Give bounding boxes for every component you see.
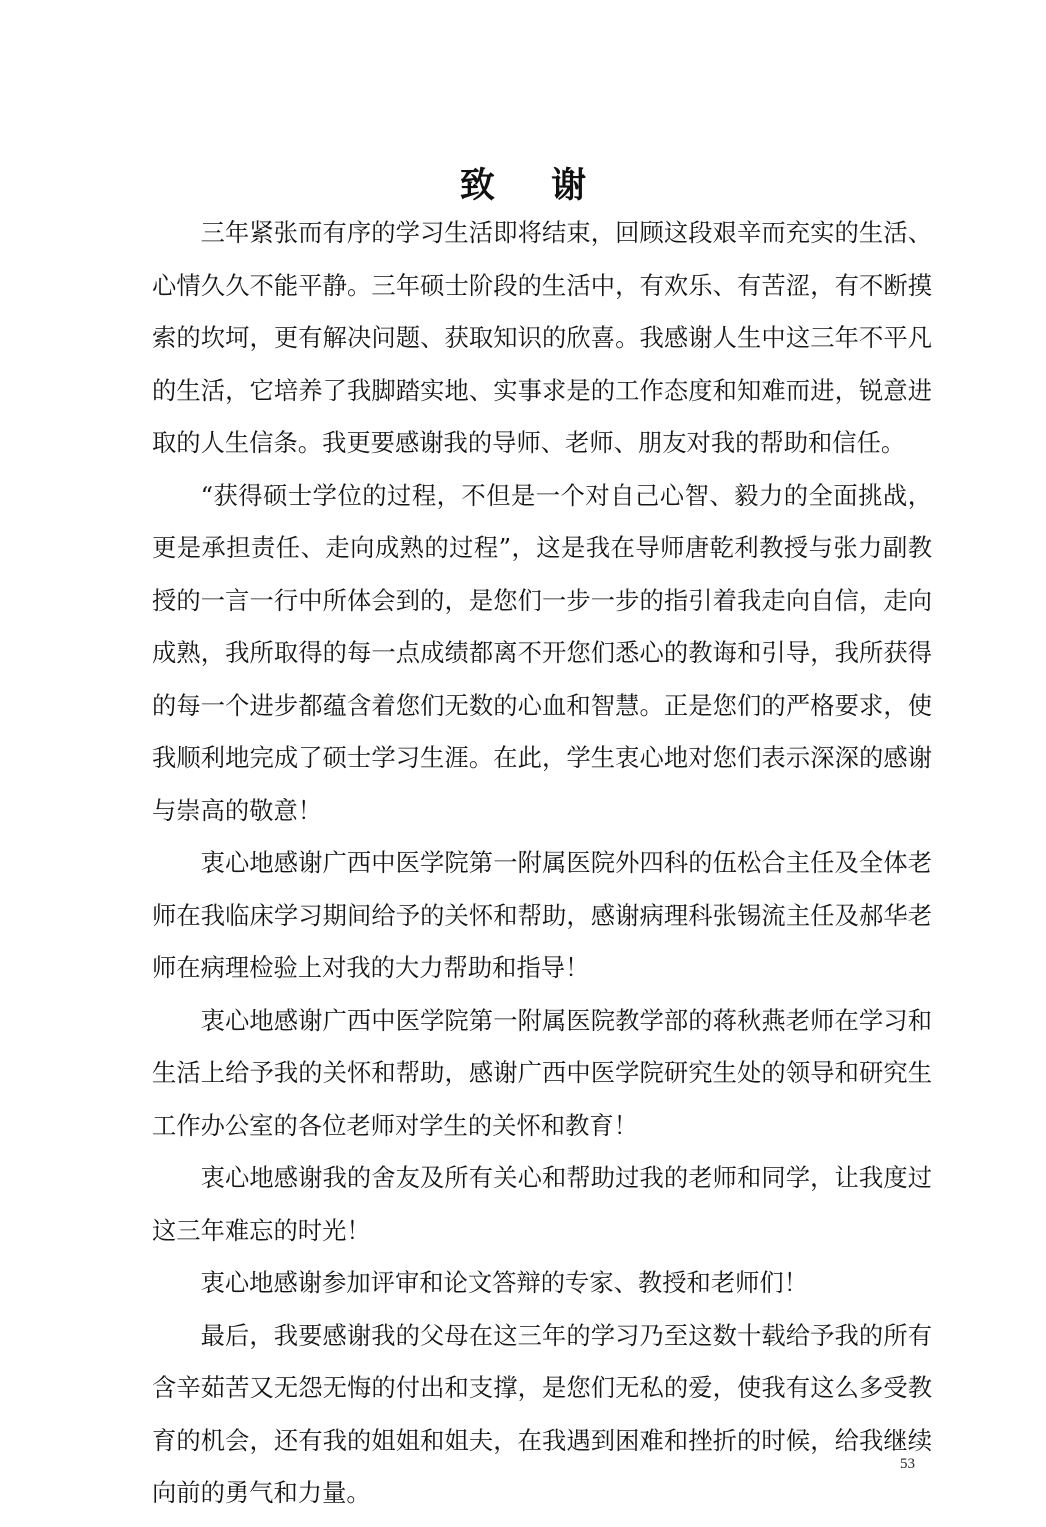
paragraph-6: 衷心地感谢参加评审和论文答辩的专家、教授和老师们！ [200,1268,809,1297]
paragraph-5: 衷心地感谢我的舍友及所有关心和帮助过我的老师和同学，让我度过这三年难忘的时光！ [152,1163,932,1245]
paragraph-2: “获得硕士学位的过程，不但是一个对自己心智、毅力的全面挑战，更是承担责任、走向成熟的过程”，这是我在导师唐乾利教授与张力副教授的一言一行中所体会到的，是您们一步一步的指引着我走向自信，走向成熟，我所取得的每一点成绩都离不开您们悉心的教诲和引导，我所获得的每一个进步都蕴含着您们无数的心血和智慧。正是您们的严格要求，使我顺利地完成了硕士学习生涯。在此，学生衷心地对您们表示深深的感谢与崇高的敬意！ [152,480,932,825]
body-text [152,207,932,1520]
page-number: 53 [900,1456,915,1472]
paragraph-4: 衷心地感谢广西中医学院第一附属医院教学部的蒋秋燕老师在学习和生活上给予我的关怀和帮助，感谢广西中医学院研究生处的领导和研究生工作办公室的各位老师对学生的关怀和教育！ [152,1005,932,1140]
page-title: 致 谢 [459,165,609,206]
paragraph-7: 最后，我要感谢我的父母在这三年的学习乃至这数十载给予我的所有含辛茹苦又无怨无悔的付出和支撑，是您们无私的爱，使我有这么多受教育的机会，还有我的姐姐和姐夫，在我遇到困难和挫折的时候，给我继续向前的勇气和力量。 [152,1320,932,1507]
paragraph-3: 衷心地感谢广西中医学院第一附属医院外四科的伍松合主任及全体老师在我临床学习期间给予的关怀和帮助，感谢病理科张锡流主任及郝华老师在病理检验上对我的大力帮助和指导！ [152,848,932,982]
paragraph-1: 三年紧张而有序的学习生活即将结束，回顾这段艰辛而充实的生活、心情久久不能平静。三年硕士阶段的生活中，有欢乐、有苦涩，有不断摸索的坎坷，更有解决问题、获取知识的欣喜。我感谢人生中这三年不平凡的生活，它培养了我脚踏实地、实事求是的工作态度和知难而进，锐意进取的人生信条。我更要感谢我的导师、老师、朋友对我的帮助和信任。 [152,218,932,457]
